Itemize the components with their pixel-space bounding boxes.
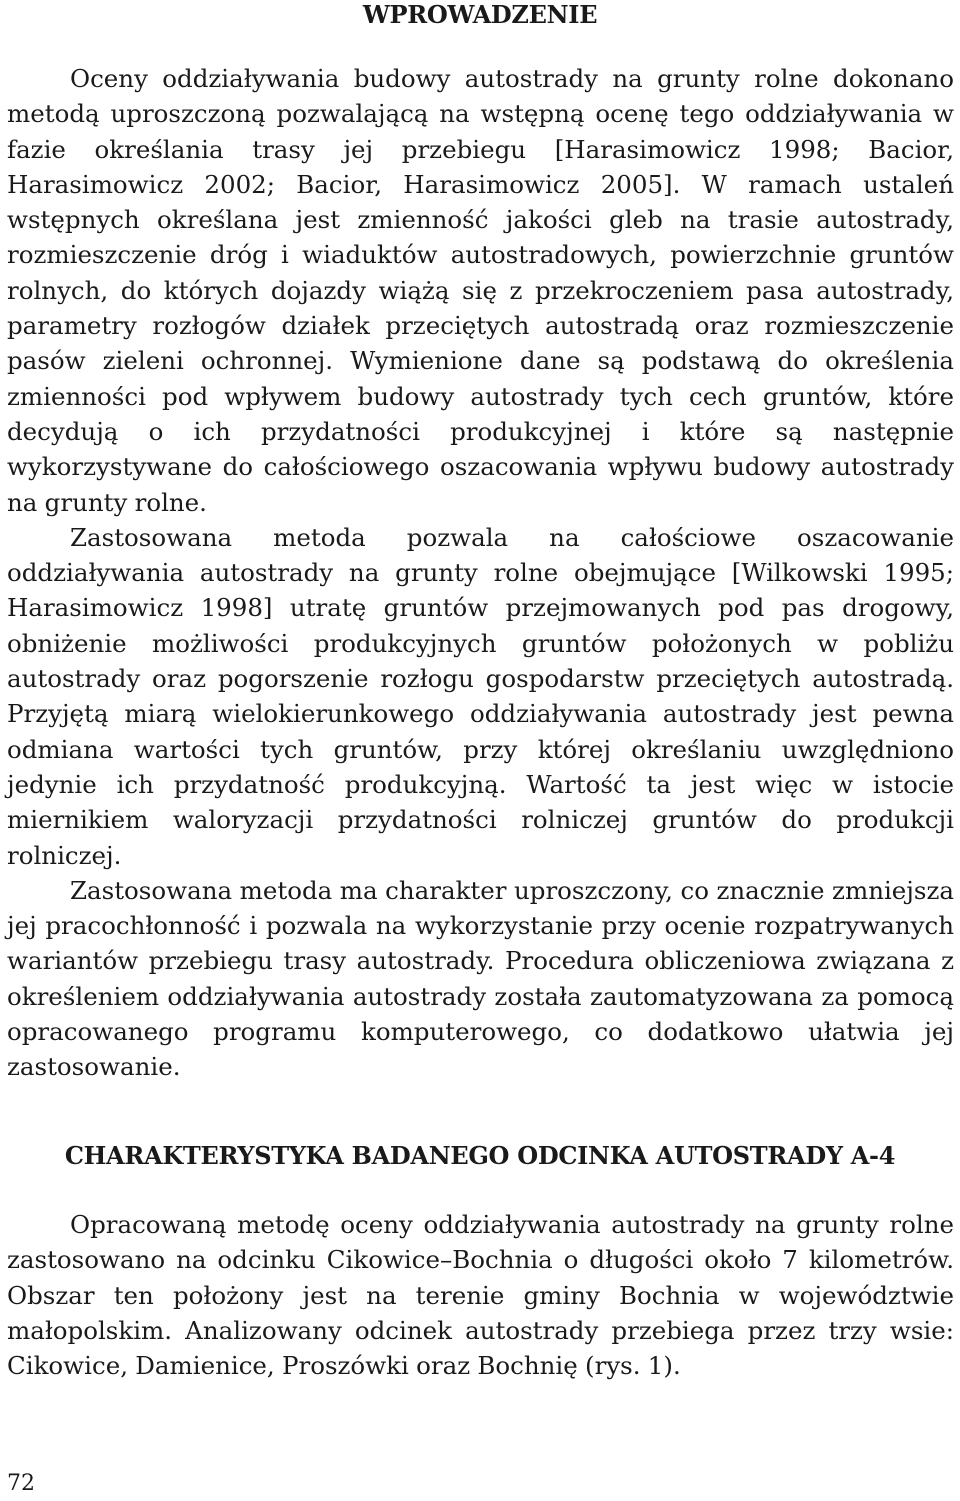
paragraph: Zastosowana metoda ma charakter uproszczony, co znacznie zmniejsza jej pracochłonność i pozwala na wykorzystanie przy ocenie rozpatrywanych wariantów przebiegu trasy autostrady. Procedura obliczeniowa związana z określeniem oddziaływania autostrady została zautomatyzowana za pomocą opracowanego programu komputerowego, co dodatkowo ułatwia jej zastosowanie. (7, 875, 954, 1082)
paragraph: Zastosowana metoda pozwala na całościowe oszacowanie oddziaływania autostrady na grunty rolne obejmujące [Wilkowski 1995; Harasimowicz 1998] utratę gruntów przejmowanych pod pas drogowy, obniżenie możliwości produkcyjnych gruntów położonych w pobliżu autostrady oraz pogorszenie rozłogu gospodarstw przeciętych autostradą. Przyjętą miarą wielokierunkowego oddziaływania autostrady jest pewna odmiana wartości tych gruntów, przy której określaniu uwzględniono jedynie ich przydatność produkcyjną. Wartość ta jest więc w istocie miernikiem waloryzacji przydatności rolniczej gruntów do produkcji rolniczej. (7, 522, 954, 870)
section-heading-introduction: WPROWADZENIE (362, 0, 598, 29)
road-characteristics-section (7, 1207, 954, 1383)
paragraph: Opracowaną metodę oceny oddziaływania autostrady na grunty rolne zastosowano na odcinku Cikowice–Bochnia o długości około 7 kilometrów. Obszar ten położony jest na terenie gminy Bochnia w województwie małopolskim. Analizowany odcinek autostrady przebiega przez trzy wsie: Cikowice, Damienice, Proszówki oraz Bochnię (rys. 1). (7, 1210, 954, 1381)
introduction-section (7, 61, 954, 1085)
section-heading-road-characteristics: CHARAKTERYSTYKA BADANEGO ODCINKA AUTOSTRADY A-4 (64, 1141, 896, 1170)
paragraph: Oceny oddziaływania budowy autostrady na grunty rolne dokonano metodą uproszczoną pozwalającą na wstępną ocenę tego oddziaływania w fazie określania trasy jej przebiegu [Harasimowicz 1998; Bacior, Harasimowicz 2002; Bacior, Harasimowicz 2005]. W ramach ustaleń wstępnych określana jest zmienność jakości gleb na trasie autostrady, rozmieszczenie dróg i wiaduktów autostradowych, powierzchnie gruntów rolnych, do których dojazdy wiążą się z przekroczeniem pasa autostrady, parametry rozłogów działek przeciętych autostradą oraz rozmieszczenie pasów zieleni ochronnej. Wymienione dane są podstawą do określenia zmienności pod wpływem budowy autostrady tych cech gruntów, które decydują o ich przydatności produkcyjnej i które są następnie wykorzystywane do całościowego oszacowania wpływu budowy autostrady na grunty rolne. (7, 64, 954, 517)
page-number: 72 (7, 1471, 35, 1496)
